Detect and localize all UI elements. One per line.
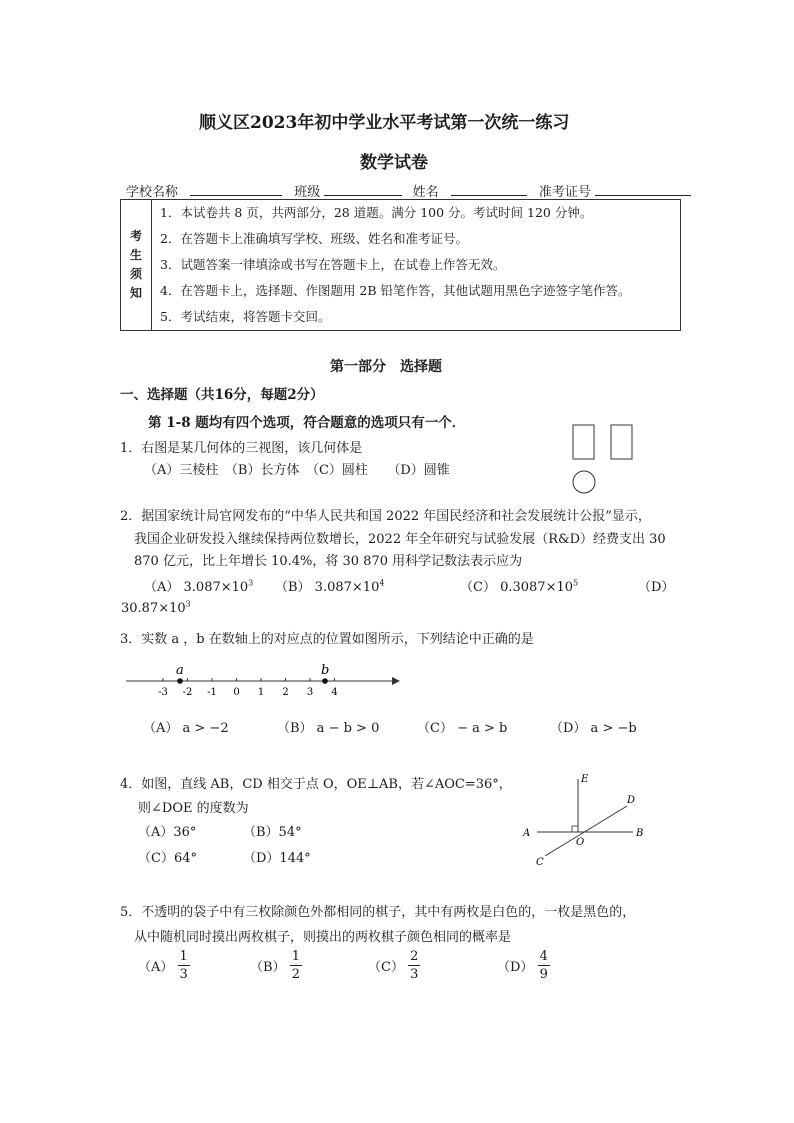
number-line-tick-label: -2: [182, 687, 193, 698]
exam-subject: 数学试卷: [360, 153, 428, 173]
label-b: B: [636, 828, 644, 839]
notice-item: 3．试题答案一律填涂或书写在答题卡上，在试卷上作答无效。: [160, 257, 506, 272]
section-instruction: 第 1-8 题均有四个选项，符合题意的选项只有一个．: [148, 415, 466, 431]
fraction-numerator: 1: [179, 949, 188, 964]
q2-option-b: [275, 576, 384, 595]
q2-option-a-text: （A） 3.087×10: [144, 580, 249, 595]
intersecting-lines-figure: [515, 768, 655, 868]
label-d: D: [627, 795, 636, 806]
number-line-tick-label: 4: [331, 687, 338, 698]
fraction-denominator: 9: [539, 967, 548, 982]
q1-stem: 1．右图是某几何体的三视图，该几何体是: [120, 441, 363, 456]
label-o: O: [576, 837, 585, 848]
q2-option-b-text: （B） 3.087×10: [275, 580, 380, 595]
fraction-denominator: 3: [179, 967, 188, 982]
top-view-circle: [573, 471, 595, 493]
q2-option-d-value: [121, 601, 191, 616]
exam-id-blank: [595, 183, 691, 196]
q5-option-b-label: （B）: [250, 960, 286, 975]
q3-option-a: （A） a > −2: [143, 721, 229, 736]
info-line: [126, 181, 691, 200]
notice-char: 生: [129, 248, 142, 262]
fraction-numerator: 2: [410, 949, 419, 964]
q5-line2: 从中随机同时摸出两枚棋子，则摸出的两枚棋子颜色相同的概率是: [134, 930, 512, 945]
q3-option-b: （B） a − b > 0: [277, 721, 380, 736]
q5-option-c-fraction: [408, 948, 420, 983]
q4-line2: 则∠DOE 的度数为: [138, 801, 249, 816]
notice-item: 5．考试结束，将答题卡交回。: [160, 309, 331, 324]
q5-line1: 5．不透明的袋子中有三枚除颜色外都相同的棋子，其中有两枚是白色的，一枚是黑色的，: [120, 905, 636, 920]
notice-item: 4．在答题卡上，选择题、作图题用 2B 铅笔作答，其他试题用黑色字迹签字笔作答。: [160, 283, 631, 298]
school-blank: [190, 183, 282, 196]
q5-option-b-fraction: [290, 948, 302, 983]
q3-option-c: （C） − a > b: [417, 721, 508, 736]
q5-option-d-fraction: [538, 948, 550, 983]
notice-item: 2．在答题卡上准确填写学校、班级、姓名和准考证号。: [160, 231, 468, 246]
notice-item: 1．本试卷共 8 页，共两部分，28 道题。满分 100 分。考试时间 120 分钟。: [160, 205, 593, 220]
fraction-denominator: 3: [410, 967, 419, 982]
number-line-tick-label: 3: [306, 687, 314, 698]
q2-option-c-exp: 5: [573, 578, 579, 588]
notice-body: [152, 200, 681, 331]
q2-option-a: [144, 576, 253, 595]
q2-option-c-text: （C） 0.3087×10: [460, 580, 574, 595]
line-cd: [545, 806, 627, 856]
point-a: [177, 678, 183, 684]
q1-options: （A）三棱柱 （B）长方体 （C）圆柱 （D）圆锥: [144, 463, 450, 478]
q5-option-d: [497, 948, 550, 983]
notice-side-label: [121, 200, 152, 331]
q2-option-c: [460, 576, 578, 595]
q4-option-a: （A）36°: [138, 825, 197, 840]
name-blank: [451, 183, 527, 196]
point-a-label: a: [176, 663, 184, 678]
notice-char: 知: [129, 286, 142, 300]
notice-char: 须: [129, 267, 142, 281]
number-line-figure: [120, 657, 405, 702]
fraction-numerator: 1: [291, 949, 300, 964]
q2-option-a-exp: 3: [248, 578, 254, 588]
section-heading: 一、选择题（共16分，每题2分）: [120, 387, 324, 403]
number-line-arrow: [392, 677, 400, 685]
notice-table: [120, 199, 681, 331]
q5-option-b: [250, 948, 302, 983]
label-c: C: [536, 857, 544, 868]
number-line-tick-label: -1: [207, 687, 217, 698]
q5-option-a-label: （A）: [138, 960, 174, 975]
q2-line2: 我国企业研发投入继续保持两位数增长，2022 年全年研究与试验发展（R&D）经费支出 30: [134, 532, 666, 547]
number-line-tick-label: -3: [158, 687, 168, 698]
q5-option-a-fraction: [178, 948, 190, 983]
three-view-figure: [566, 420, 642, 500]
point-b-label: b: [321, 663, 330, 678]
name-label: 姓名: [412, 185, 439, 200]
front-view-rect: [573, 425, 594, 459]
right-angle-mark: [572, 826, 578, 832]
number-line-tick-label: 0: [233, 687, 240, 698]
q2-option-b-exp: 4: [379, 578, 385, 588]
q5-option-a: [138, 948, 190, 983]
q2-option-d-value-text: 30.87×10: [121, 601, 186, 616]
q4-option-c: （C）64°: [138, 851, 197, 866]
number-line-tick-label: 2: [282, 687, 289, 698]
point-b: [322, 678, 328, 684]
q5-option-d-label: （D）: [497, 960, 534, 975]
fraction-denominator: 2: [291, 967, 300, 982]
q5-option-c: [368, 948, 420, 983]
q2-line1: 2．据国家统计局官网发布的“中华人民共和国 2022 年国民经济和社会发展统计公报”显示，: [120, 509, 651, 524]
class-label: 班级: [294, 185, 321, 200]
fraction-numerator: 4: [539, 949, 548, 964]
q4-line1: 4．如图，直线 AB，CD 相交于点 O，OE⊥AB，若∠AOC=36°，: [120, 777, 512, 792]
label-e: E: [581, 774, 589, 785]
q2-line3: 870 亿元，比上年增长 10.4%，将 30 870 用科学记数法表示应为: [134, 554, 523, 569]
q3-stem: 3．实数 a ，b 在数轴上的对应点的位置如图所示，下列结论中正确的是: [120, 632, 534, 647]
q2-option-d: （D）: [638, 580, 675, 595]
part-title: 第一部分 选择题: [330, 359, 442, 375]
label-a: A: [523, 828, 531, 839]
number-line-tick-label: 1: [257, 687, 265, 698]
exam-id-label: 准考证号: [538, 185, 591, 200]
q5-option-c-label: （C）: [368, 960, 404, 975]
q4-option-b: （B）54°: [243, 825, 302, 840]
side-view-rect: [611, 425, 632, 459]
school-label: 学校名称: [126, 185, 179, 200]
q4-option-d: （D）144°: [243, 851, 311, 866]
exam-title: 顺义区2023年初中学业水平考试第一次统一练习: [199, 113, 570, 133]
q3-option-d: （D） a > −b: [550, 721, 637, 736]
q2-option-d-exp: 3: [185, 599, 191, 609]
class-blank: [324, 183, 402, 196]
notice-char: 考: [129, 229, 142, 243]
